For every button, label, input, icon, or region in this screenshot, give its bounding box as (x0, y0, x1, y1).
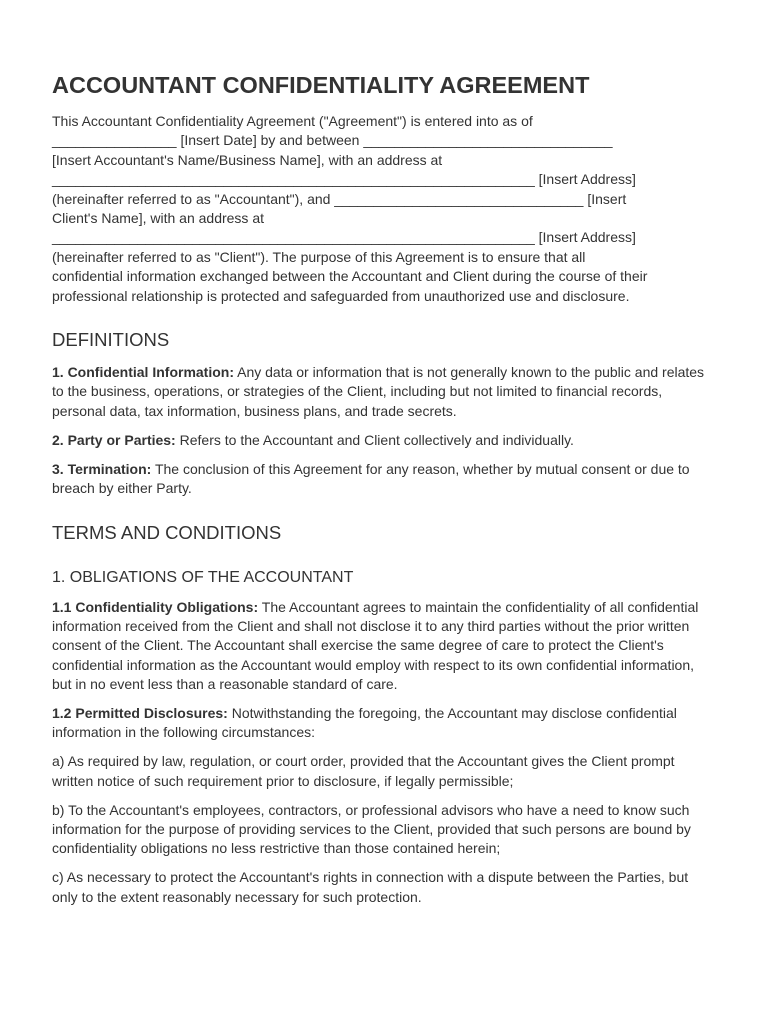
intro-line: (hereinafter referred to as "Accountant"), and ________________________________ [Insert (52, 190, 627, 207)
definition-item (52, 431, 712, 450)
intro-line: Client's Name], with an address at (52, 210, 264, 227)
clause-term: 1.2 Permitted Disclosures: (52, 705, 228, 722)
definition-text: Any data or information that is not generally known to the public and relates to the business, operations, or strategies of the Client, including but not limited to financial records, personal data, tax information, business plans, and trade secrets. (52, 364, 705, 419)
definition-text: Refers to the Accountant and Client collectively and individually. (175, 431, 574, 448)
disclosure-subitem: c) As necessary to protect the Accountant's rights in connection with a dispute between the Parties, but only to the extent reasonably necessary for such protection. (52, 869, 689, 905)
definitions-heading: DEFINITIONS (52, 329, 170, 351)
intro-paragraph (52, 112, 712, 306)
intro-line: [Insert Accountant's Name/Business Name], with an address at (52, 151, 443, 168)
intro-line: ________________ [Insert Date] by and between ________________________________ (52, 132, 613, 149)
definition-text: The conclusion of this Agreement for any reason, whether by mutual consent or due to breach by either Party. (52, 460, 690, 497)
document-page (52, 70, 712, 917)
document-title: ACCOUNTANT CONFIDENTIALITY AGREEMENT (52, 72, 590, 98)
definition-item (52, 363, 712, 421)
intro-line: (hereinafter referred to as "Client"). The purpose of this Agreement is to ensure that all (52, 248, 586, 265)
clause-item (52, 704, 712, 743)
definition-term: 1. Confidential Information: (52, 364, 234, 381)
definition-term: 3. Termination: (52, 460, 152, 477)
definition-item (52, 460, 712, 499)
intro-line: This Accountant Confidentiality Agreement ("Agreement") is entered into as of (52, 113, 533, 129)
obligations-heading: 1. OBLIGATIONS OF THE ACCOUNTANT (52, 568, 354, 586)
intro-line: confidential information exchanged between the Accountant and Client during the course of their (52, 268, 648, 285)
intro-line: professional relationship is protected and safeguarded from unauthorized use and disclosure. (52, 287, 630, 304)
disclosure-subitem: a) As required by law, regulation, or court order, provided that the Accountant gives the Client prompt written notice of such requirement prior to disclosure, if legally permissible; (52, 753, 675, 789)
intro-line: ______________________________________________________________ [Insert Address] (52, 229, 636, 246)
intro-line: ______________________________________________________________ [Insert Address] (52, 171, 636, 188)
clause-text: The Accountant agrees to maintain the confidentiality of all confidential information received from the Client and shall not disclose it to any third parties without the prior written consent of the Client. The Accountant shall exercise the same degree of care to protect the Client's confidential information as the Accountant would employ with respect to its own confidential information, but in no event less than a reasonable standard of care. (52, 598, 699, 693)
definition-term: 2. Party or Parties: (52, 431, 176, 448)
clause-term: 1.1 Confidentiality Obligations: (52, 598, 259, 615)
disclosure-subitem: b) To the Accountant's employees, contractors, or professional advisors who have a need to know such information for the purpose of providing services to the Client, provided that such persons are bound by confidentiality obligations no less restrictive than those contained herein; (52, 801, 691, 857)
clause-text: Notwithstanding the foregoing, the Accountant may disclose confidential information in the following circumstances: (52, 705, 677, 741)
terms-heading: TERMS AND CONDITIONS (52, 521, 282, 543)
clause-item (52, 598, 712, 695)
